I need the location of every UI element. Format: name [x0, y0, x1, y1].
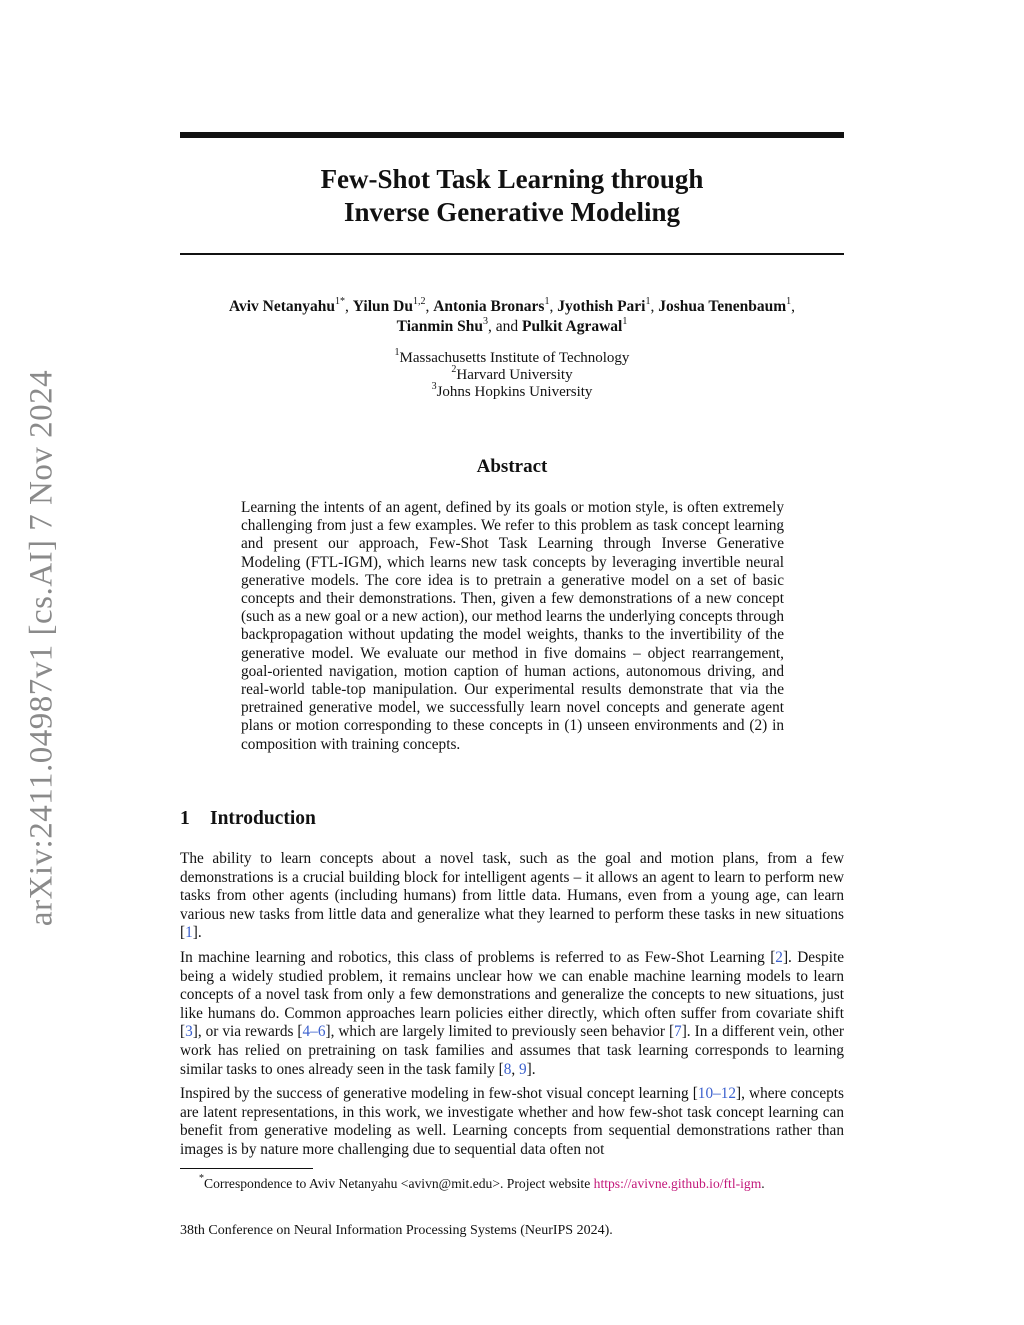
author-sup: 1 — [622, 315, 628, 327]
affiliation-sup: 1 — [394, 347, 400, 358]
project-website-link[interactable]: https://avivne.github.io/ftl-igm — [593, 1176, 762, 1191]
author-name: Tianmin Shu — [396, 318, 483, 335]
arxiv-identifier: arXiv:2411.04987v1 [cs.AI] 7 Nov 2024 — [23, 369, 60, 927]
paragraph-text: In machine learning and robotics, this class of problems is referred to as Few-Shot Learning [ — [180, 948, 776, 966]
citation-link[interactable]: 10–12 — [697, 1085, 737, 1103]
title-rule-bottom — [180, 253, 844, 255]
author-conjunction: and — [495, 318, 519, 335]
author-sup: 1,2 — [412, 295, 426, 307]
affiliation-name: Massachusetts Institute of Technology — [399, 350, 630, 366]
footnote-rule — [180, 1168, 313, 1169]
citation-link[interactable]: 2 — [775, 948, 783, 966]
paragraph-text: ], which are largely limited to previously seen behavior [ — [325, 1023, 675, 1041]
author-name: Pulkit Agrawal — [522, 318, 623, 335]
author-name: Aviv Netanyahu — [228, 298, 336, 315]
paragraph-text: ], or via rewards [ — [192, 1023, 303, 1041]
title-line-1: Few-Shot Task Learning through — [320, 164, 704, 194]
citation-link[interactable]: 3 — [185, 1023, 193, 1041]
section-heading — [180, 808, 316, 830]
abstract-text: Learning the intents of an agent, defined by its goals or motion style, is often extremely challenging from just a few examples. We refer to this problem as task concept learning and present our approach, Few-Shot Task Learning through Inverse Generative Modeling (FTL-IGM), which learns new task concepts by leveraging invertible neural generative models. The core idea is to pretrain a generative model on a set of basic concepts and their demonstrations. Then, given a few demonstrations of a new concept (such as a new goal or a new action), our method learns the underlying concepts through backpropagation without updating the model weights, thanks to the invertibility of the generative model. We evaluate our method in five domains – object rearrangement, goal-oriented navigation, motion caption of human actions, autonomous driving, and real-world table-top manipulation. Our experimental results demonstrate that via the pretrained generative model, we successfully learn novel concepts and generate agent plans or motion corresponding to these concepts in (1) unseen environments and (2) in composition with training concepts. — [241, 499, 784, 753]
footnote-end: . — [761, 1176, 765, 1191]
affiliation — [180, 347, 844, 367]
paragraph — [180, 949, 844, 1079]
author-line-2: Tianmin Shu$^3$, and Pulkit Agrawal$^1$ — [396, 315, 628, 335]
footnote — [180, 1175, 844, 1192]
paper-title — [180, 163, 844, 229]
paragraph-text: ]. — [192, 924, 202, 942]
citation-link[interactable]: 7 — [674, 1023, 682, 1041]
affiliation-name: Harvard University — [456, 367, 573, 383]
section-title: Introduction — [210, 808, 316, 829]
affiliation-list — [180, 347, 844, 401]
citation-link[interactable]: 4–6 — [302, 1023, 326, 1041]
author-name: Joshua Tenenbaum — [658, 298, 787, 315]
paragraph-text: ], where concepts are latent representations, in this work, we investigate whether and how few-shot task concept learning can benefit from generative modeling as well. Learning concepts from sequential demonstrations rather than images is by nature more challenging due to sequential data often not — [180, 1085, 844, 1158]
author-list — [180, 297, 844, 337]
affiliation-sup: 3 — [431, 381, 437, 392]
section-number: 1 — [180, 808, 190, 829]
author-name: Yilun Du — [352, 298, 413, 315]
citation-link[interactable]: 1 — [185, 924, 193, 942]
paragraph — [180, 1085, 844, 1159]
paragraph-text: ]. In a different vein, other work has relied on pretraining on task families and assumes that task learning corresponds to learning similar tasks to ones already seen in the task family [ — [180, 1023, 845, 1078]
paragraph — [180, 850, 844, 943]
footnote-text: Correspondence to Aviv Netanyahu <avivn@mit.edu>. Project website — [204, 1176, 594, 1191]
paragraph-text: ]. — [526, 1060, 536, 1078]
affiliation-name: Johns Hopkins University — [436, 384, 593, 400]
abstract-heading: Abstract — [476, 456, 548, 477]
author-sup: 1 — [544, 295, 550, 307]
paragraph-text: The ability to learn concepts about a novel task, such as the goal and motion plans, from a few demonstrations is a crucial building block for intelligent agents – it allows an agent to learn to perform new tasks from other agents (including humans) from little data. Humans, even from a young age, can learn various new tasks from little data and generalize what they learned to perform these tasks in new situations [ — [180, 850, 844, 942]
venue-note: 38th Conference on Neural Information Processing Systems (NeurIPS 2024). — [180, 1223, 613, 1238]
title-line-2: Inverse Generative Modeling — [344, 197, 680, 227]
title-rule-top — [180, 132, 844, 138]
paragraph-text: Inspired by the success of generative modeling in few-shot visual concept learning [ — [180, 1085, 698, 1103]
introduction-body — [180, 850, 844, 1166]
author-name: Antonia Bronars — [433, 298, 545, 315]
paragraph-text: , — [511, 1060, 520, 1078]
affiliation-sup: 2 — [451, 364, 457, 375]
affiliation — [180, 381, 844, 401]
author-sup: 1* — [335, 295, 346, 307]
author-name: Jyothish Pari — [557, 298, 646, 315]
author-line-1: Aviv Netanyahu$^{1*}$, Yilun Du$^{1,2}$, Antonia Bronars$^1$, Jyothish Pari$^1$, Joshua Tenenbaum$^1$, — [228, 295, 796, 315]
citation-link[interactable]: 8 — [503, 1060, 512, 1078]
footnote-mark: * — [199, 1173, 204, 1185]
author-sup: 1 — [786, 295, 792, 307]
author-sup: 3 — [482, 315, 488, 327]
paragraph-text: ]. Despite being a widely studied problem, it remains unclear how we can enable machine learning models to learn concepts of a novel task from only a few demonstrations and generalize the concepts to new situations, just like humans do. Common approaches learn policies either directly, which often suffer from covariate shift [ — [180, 948, 844, 1041]
citation-link[interactable]: 9 — [519, 1060, 527, 1078]
affiliation — [180, 364, 844, 384]
author-sup: 1 — [645, 295, 651, 307]
